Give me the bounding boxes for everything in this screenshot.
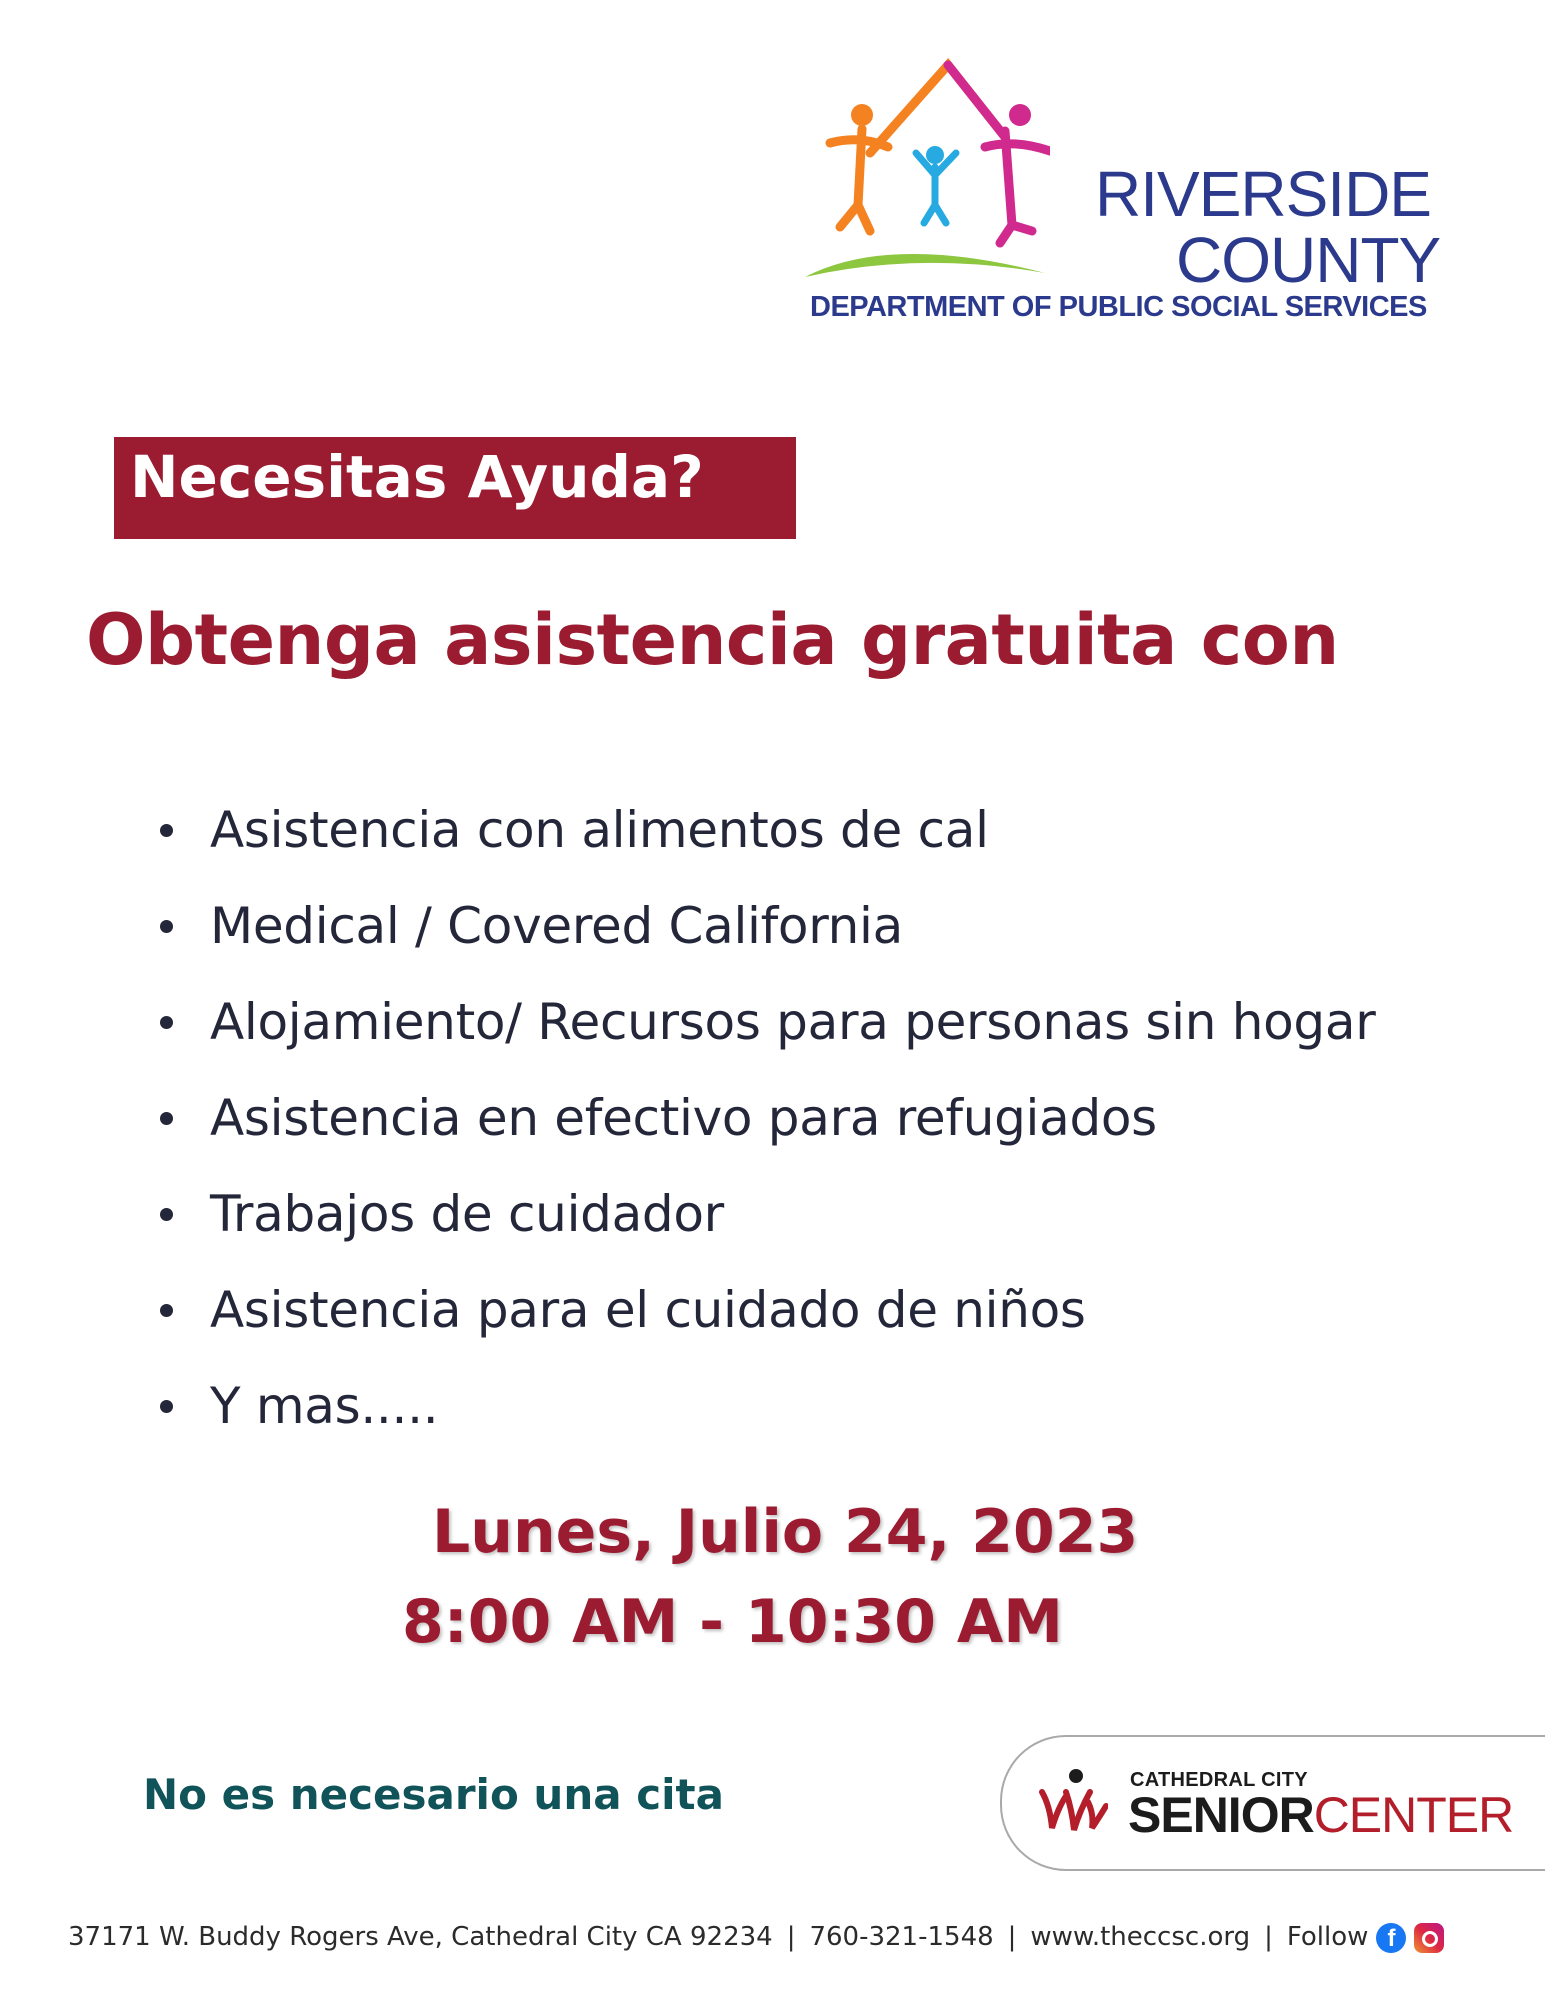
service-text: Asistencia en efectivo para refugiados (210, 1089, 1157, 1147)
senior-word: SENIOR (1128, 1787, 1314, 1843)
service-text: Asistencia con alimentos de cal (210, 801, 989, 859)
bullet-icon (160, 1400, 173, 1413)
event-time: 8:00 AM - 10:30 AM (402, 1587, 1063, 1657)
bullet-icon (160, 1304, 173, 1317)
riverside-county-logo-graphic (800, 55, 1050, 285)
senior-center-figures-icon (1036, 1766, 1108, 1838)
list-item (160, 878, 1490, 974)
senior-center-city: CATHEDRAL CITY (1130, 1769, 1308, 1791)
footer-separator: | (786, 1922, 796, 1952)
service-text: Medical / Covered California (210, 897, 903, 955)
footer (68, 1922, 1444, 1953)
footer-follow: Follow (1286, 1922, 1369, 1952)
service-text: Asistencia para el cuidado de niños (210, 1281, 1086, 1339)
page-headline: Obtenga asistencia gratuita con (86, 599, 1339, 681)
footer-address: 37171 W. Buddy Rogers Ave, Cathedral City CA 92234 (68, 1922, 773, 1952)
list-item (160, 1262, 1490, 1358)
bullet-icon (160, 1112, 173, 1125)
no-appointment-note: No es necesario una cita (143, 1770, 724, 1819)
list-item (160, 1166, 1490, 1262)
footer-phone[interactable]: 760-321-1548 (809, 1922, 994, 1952)
bullet-icon (160, 1208, 173, 1221)
list-item (160, 974, 1490, 1070)
footer-website[interactable]: www.theccsc.org (1030, 1922, 1251, 1952)
list-item (160, 1358, 1490, 1454)
bullet-icon (160, 824, 173, 837)
facebook-icon[interactable]: f (1376, 1923, 1406, 1953)
senior-center-name (1128, 1788, 1513, 1843)
logo-department: DEPARTMENT OF PUBLIC SOCIAL SERVICES (810, 291, 1427, 323)
bullet-icon (160, 920, 173, 933)
service-text: Y mas..... (210, 1377, 439, 1435)
event-date: Lunes, Julio 24, 2023 (432, 1497, 1139, 1567)
bullet-icon (160, 1016, 173, 1029)
service-text: Alojamiento/ Recursos para personas sin hogar (210, 993, 1376, 1051)
center-word: CENTER (1313, 1787, 1514, 1843)
list-item (160, 782, 1490, 878)
logo-county: COUNTY (1176, 224, 1441, 296)
logo-riverside: RIVERSIDE (1095, 158, 1431, 230)
help-banner-text: Necesitas Ayuda? (130, 443, 704, 511)
footer-separator: | (1007, 1922, 1017, 1952)
footer-separator: | (1264, 1922, 1273, 1952)
service-text: Trabajos de cuidador (210, 1185, 724, 1243)
instagram-icon[interactable] (1414, 1923, 1444, 1953)
list-item (160, 1070, 1490, 1166)
services-list (160, 782, 1490, 1454)
